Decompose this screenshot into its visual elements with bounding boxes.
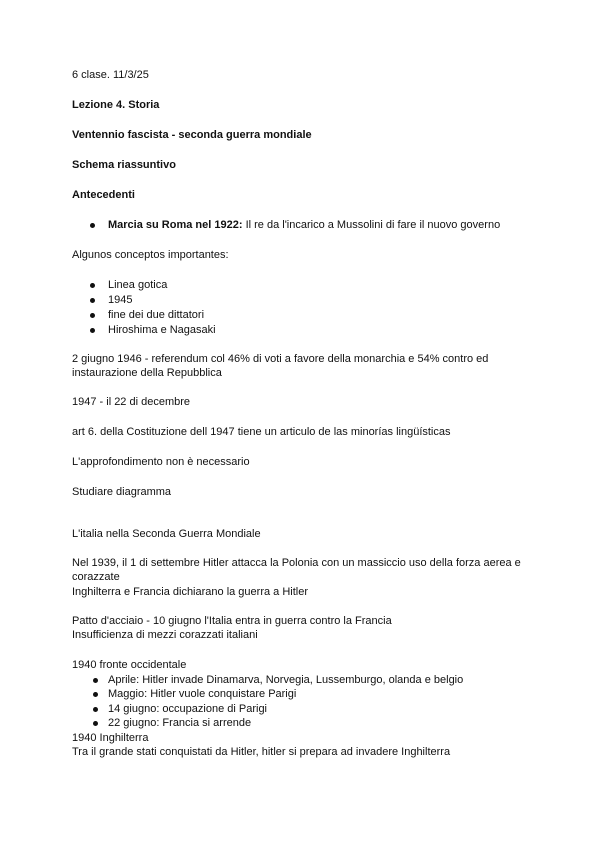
fronte-item: Maggio: Hitler vuole conquistare Parigi [108,688,297,700]
bullet-dot [90,298,95,303]
bullet-dot [90,328,95,333]
concept-item: Linea gotica [108,279,168,291]
bullet-dot [93,678,98,683]
bullet-dot [90,223,95,228]
ww2-paragraph-1-line-3: Inghilterra e Francia dichiarano la guerra a Hitler [72,586,309,598]
note-1947: 1947 - il 22 di decembre [72,396,191,408]
bullet-dot [93,707,98,712]
concept-item: fine dei due dittatori [108,309,205,321]
ww2-title: L'italia nella Seconda Guerra Mondiale [72,528,261,540]
concept-item: Hiroshima e Nagasaki [108,324,216,336]
note-art6: art 6. della Costituzione dell 1947 tiene un articulo de las minorías lingüísticas [72,426,451,438]
ww2-paragraph-1-line-2: corazzate [72,571,120,583]
antecedenti-item-text: Il re da l'incarico a Mussolini di fare il nuovo governo [242,219,501,231]
lesson-title: Lezione 4. Storia [72,99,160,111]
referendum-line-1: 2 giugno 1946 - referendum col 46% di voti a favore della monarchia e 54% contro ed [72,353,489,365]
bullet-dot [93,692,98,697]
concept-item: 1945 [108,294,133,306]
bullet-dot [93,721,98,726]
date-line: 6 clase. 11/3/25 [72,69,149,81]
bullet-dot [90,283,95,288]
ww2-paragraph-1-line-1: Nel 1939, il 1 di settembre Hitler attacca la Polonia con un massiccio uso della forza aerea e [72,557,521,569]
note-diagramma: Studiare diagramma [72,486,172,498]
antecedenti-heading: Antecedenti [72,189,135,201]
fronte-item: Aprile: Hitler invade Dinamarva, Norvegia, Lussemburgo, olanda e belgio [108,674,464,686]
schema-title: Schema riassuntivo [72,159,176,171]
concepts-intro: Algunos conceptos importantes: [72,249,229,261]
fronte-occidentale-title: 1940 fronte occidentale [72,659,187,671]
fronte-item: 22 giugno: Francia si arrende [108,717,252,729]
referendum-line-2: instaurazione della Repubblica [72,367,222,379]
note-approfondimento: L'approfondimento non è necessario [72,456,250,468]
inghilterra-text: Tra il grande stati conquistati da Hitler, hitler si prepara ad invadere Inghilterra [72,746,451,758]
antecedenti-item [108,218,500,232]
bullet-dot [90,313,95,318]
fronte-item: 14 giugno: occupazione di Parigi [108,703,268,715]
inghilterra-title: 1940 Inghilterra [72,732,149,744]
ww2-paragraph-2-line-2: Insufficienza di mezzi corazzati italiani [72,629,258,641]
ww2-paragraph-2-line-1: Patto d'acciaio - 10 giugno l'Italia entra in guerra contro la Francia [72,615,392,627]
antecedenti-item-bold: Marcia su Roma nel 1922: [108,219,243,231]
topic-title: Ventennio fascista - seconda guerra mondiale [72,129,312,141]
